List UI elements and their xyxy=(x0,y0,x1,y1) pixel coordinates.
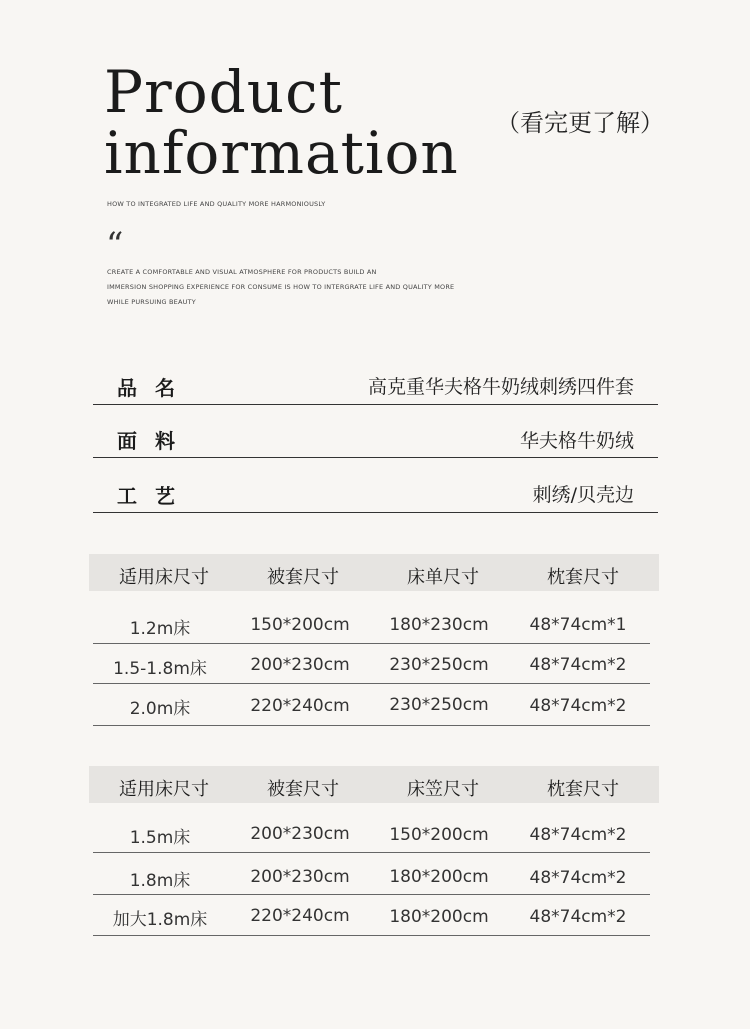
table-cell: 230*250cm xyxy=(389,655,489,675)
table2-divider xyxy=(93,894,650,895)
table-cell: 48*74cm*2 xyxy=(529,825,627,845)
subtitle-cn: （看完更了解） xyxy=(496,109,664,137)
info-row-product-name xyxy=(93,352,658,405)
table1-header xyxy=(89,554,659,591)
table2-header-cell: 枕套尺寸 xyxy=(547,779,619,800)
description-line: WHILE PURSUING BEAUTY xyxy=(107,298,196,306)
table-cell: 180*200cm xyxy=(389,907,489,927)
table-cell: 1.2m床 xyxy=(129,619,191,639)
table1-divider xyxy=(93,643,650,644)
table1-header-cell: 床单尺寸 xyxy=(407,567,479,588)
table-cell: 200*230cm xyxy=(250,824,350,844)
table-cell: 1.8m床 xyxy=(129,871,191,891)
table1-divider xyxy=(93,683,650,684)
description-line: CREATE A COMFORTABLE AND VISUAL ATMOSPHERE FOR PRODUCTS BUILD AN xyxy=(107,268,377,276)
table2-divider xyxy=(93,852,650,853)
table-cell: 220*240cm xyxy=(250,696,350,716)
table-cell: 加大1.8m床 xyxy=(112,910,208,930)
table2-header-cell: 适用床尺寸 xyxy=(119,779,209,800)
info-label: 面料 xyxy=(117,429,193,453)
page-title-line1: Product xyxy=(104,58,343,126)
table1-header-cell: 枕套尺寸 xyxy=(547,567,619,588)
table-cell: 48*74cm*2 xyxy=(529,868,627,888)
description-line: IMMERSION SHOPPING EXPERIENCE FOR CONSUME IS HOW TO INTERGRATE LIFE AND QUALITY MORE xyxy=(107,283,455,291)
table-cell: 200*230cm xyxy=(250,867,350,887)
table-cell: 48*74cm*1 xyxy=(529,615,627,635)
table1-header-cell: 适用床尺寸 xyxy=(119,567,209,588)
table-cell: 180*230cm xyxy=(389,615,489,635)
info-label: 工艺 xyxy=(117,484,193,508)
page-title-line2: information xyxy=(104,119,459,187)
info-label: 品名 xyxy=(117,376,193,400)
info-value: 华夫格牛奶绒 xyxy=(519,430,634,452)
table-cell: 1.5m床 xyxy=(129,828,191,848)
table2-header-cell: 被套尺寸 xyxy=(267,779,339,800)
table-cell: 220*240cm xyxy=(250,906,350,926)
table-cell: 48*74cm*2 xyxy=(529,696,627,716)
table2-header-cell: 床笠尺寸 xyxy=(407,779,479,800)
quote-icon: “ xyxy=(106,225,124,265)
table-cell: 1.5-1.8m床 xyxy=(113,659,207,679)
table-cell: 180*200cm xyxy=(389,867,489,887)
table-cell: 230*250cm xyxy=(389,695,489,715)
info-row-fabric xyxy=(93,405,658,458)
table-cell: 48*74cm*2 xyxy=(529,655,627,675)
table-cell: 2.0m床 xyxy=(129,699,191,719)
table-cell: 150*200cm xyxy=(389,825,489,845)
info-value: 刺绣/贝壳边 xyxy=(532,484,634,506)
table-cell: 150*200cm xyxy=(250,615,350,635)
table-cell: 200*230cm xyxy=(250,655,350,675)
table1-divider xyxy=(93,725,650,726)
table1-header-cell: 被套尺寸 xyxy=(267,567,339,588)
info-value: 高克重华夫格牛奶绒刺绣四件套 xyxy=(367,376,634,398)
table2-divider xyxy=(93,935,650,936)
info-row-craft xyxy=(93,458,658,513)
table2-header xyxy=(89,766,659,803)
table-cell: 48*74cm*2 xyxy=(529,907,627,927)
tagline: HOW TO INTEGRATED LIFE AND QUALITY MORE HARMONIOUSLY xyxy=(107,200,326,208)
